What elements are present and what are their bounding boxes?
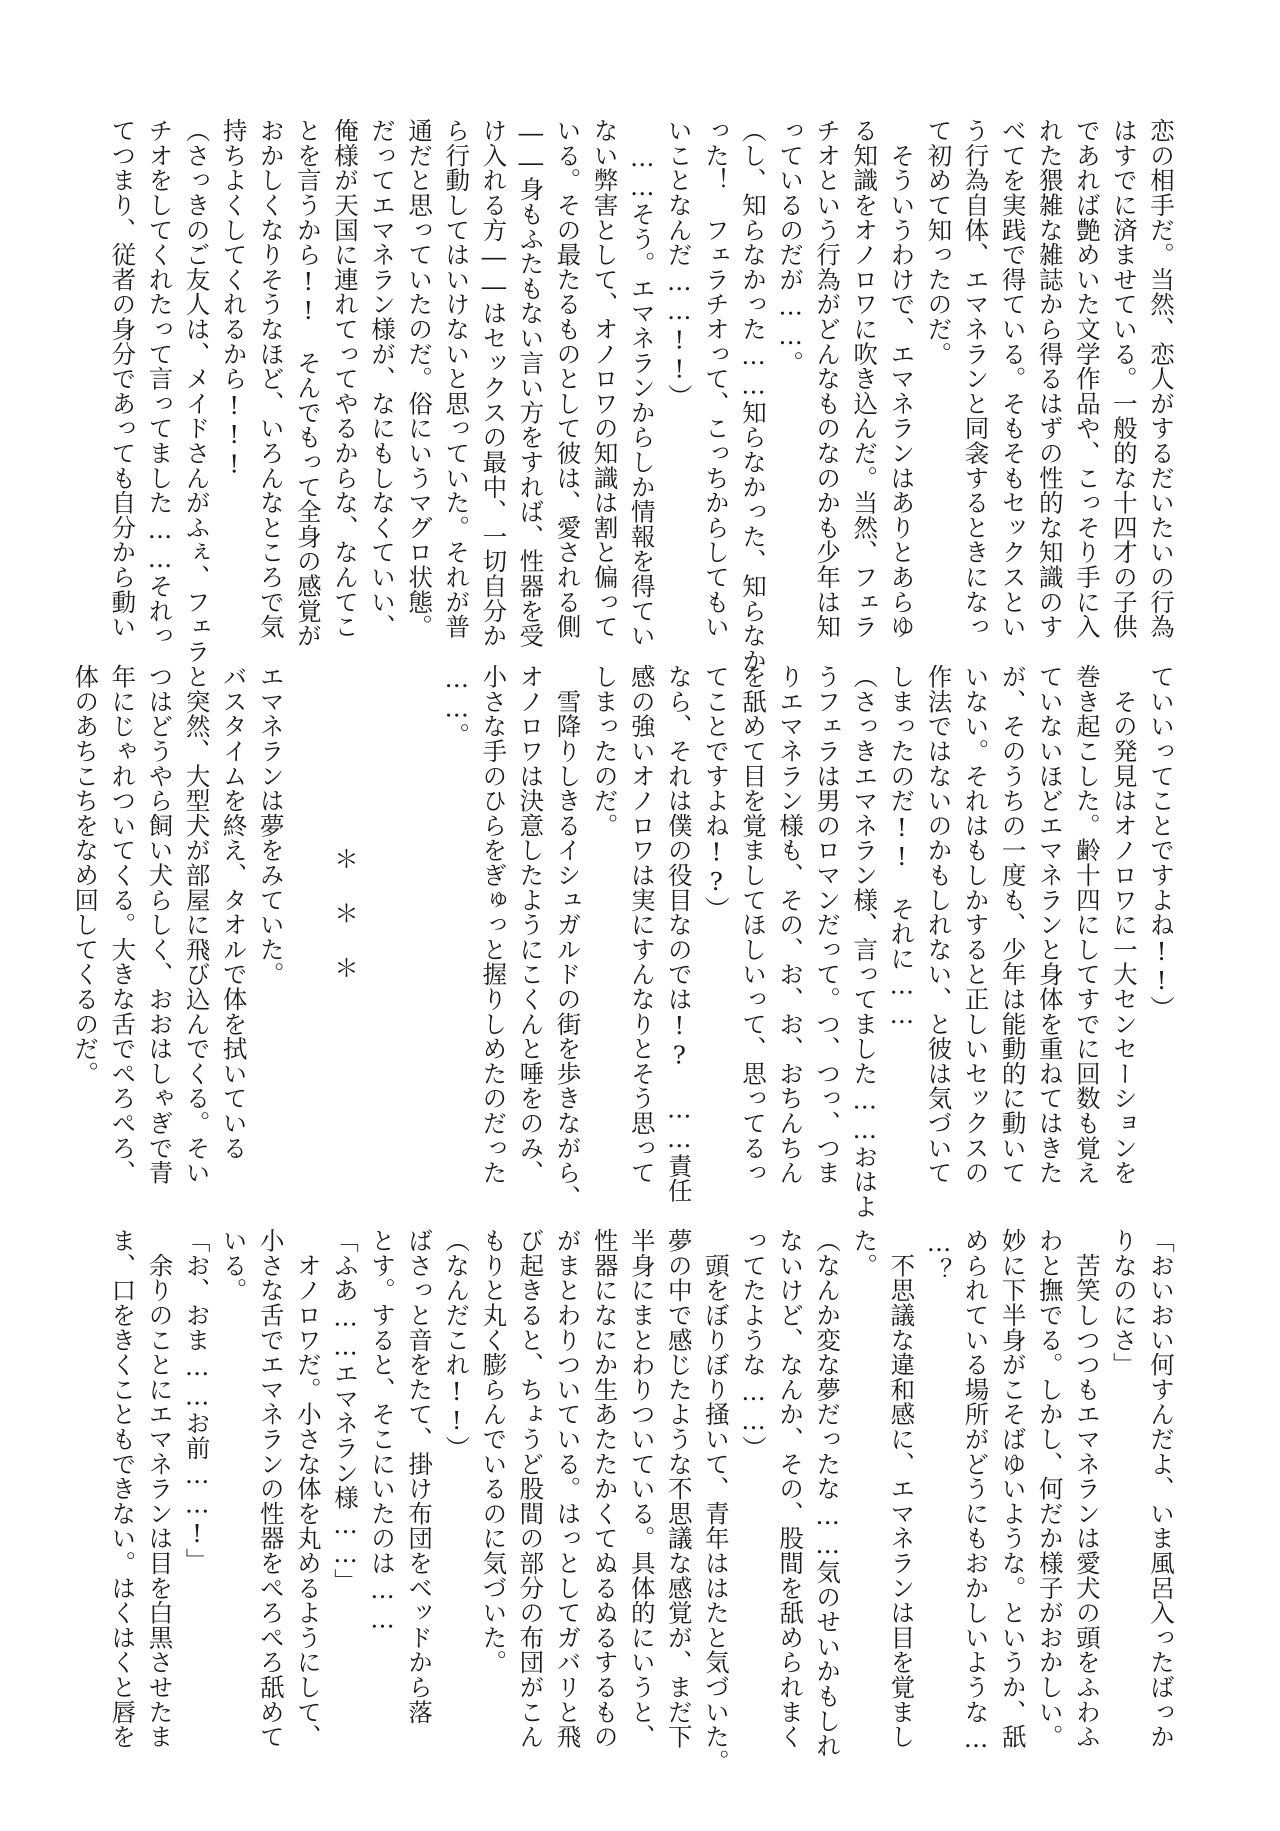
text-line: しまったのだ!! それに…… — [887, 664, 917, 1030]
text-line: …？ — [924, 1228, 954, 1283]
text-line: 作法ではないのかもしれない、と彼は気づいて — [924, 664, 954, 1185]
text-line: 「お、おま……お前……!」 — [182, 1228, 212, 1573]
text-line: 性器になにか生あたたかくてぬるぬるするもの — [590, 1228, 620, 1749]
text-line: べてを実践で得ている。そもそもセックスとい — [998, 118, 1028, 639]
text-line: はすでに済ませている。一般的な十四才の子供 — [1109, 118, 1139, 639]
text-line: うフェラは男のロマンだって。つ、つっ、つま — [813, 664, 843, 1185]
text-line: て初めて知ったのだ。 — [924, 118, 954, 366]
text-line: められている場所がどうにもおかしいような… — [961, 1228, 991, 1754]
text-line — [290, 664, 327, 1192]
text-line: わと撫でる。しかし、何だか様子がおかしい。 — [1035, 1228, 1065, 1749]
text-line: 持ちよくしてくれるから!!! — [219, 118, 249, 479]
text-tier-bottom — [92, 1228, 1180, 1774]
text-line: 巻き起こした。齢十四にしてすでに回数も覚え — [1072, 664, 1102, 1185]
text-line: 小さな手のひらをぎゅっと握りしめたのだった — [479, 664, 509, 1185]
text-line: た。 — [850, 1228, 880, 1278]
text-line: 感の強いオノロワは実にすんなりとそう思って — [627, 664, 657, 1185]
text-line: った！ フェラチオって、こっちからしてもい — [701, 118, 731, 639]
text-line: ないけど、なんか、その、股間を舐められまく — [776, 1228, 806, 1749]
text-line: ……。 — [442, 664, 472, 748]
text-line: と突然、大型犬が部屋に飛び込んでくる。そい — [182, 664, 212, 1185]
text-line: ま、口をきくこともできない。はくはくと唇を — [108, 1228, 138, 1749]
text-line: がまとわりついている。はっとしてガバリと飛 — [553, 1228, 583, 1749]
text-line: 頭をぼりぼり掻いて、青年ははたと気づいた。 — [701, 1228, 731, 1774]
text-line: ってたような……） — [738, 1228, 768, 1461]
text-line: であれば艶めいた文学作品や、こっそり手に入 — [1072, 118, 1102, 639]
text-line: （なんだこれ!!） — [442, 1228, 472, 1461]
text-line: ばさっと音をたて、掛け布団をベッドから落 — [405, 1228, 435, 1724]
text-line: いる。その最たるものとして彼は、愛される側 — [553, 118, 583, 639]
text-line: れた猥雑な雑誌から得るはずの性的な知識のす — [1035, 118, 1065, 639]
text-line: ら行動してはいけないと思っていた。それが普 — [442, 118, 472, 639]
text-line: ていないほどエマネランと身体を重ねてはきた — [1035, 664, 1065, 1185]
text-line: チオという行為がどんなものなのかも少年は知 — [813, 118, 843, 639]
text-line — [364, 664, 401, 1192]
text-line: てことですよね!?） — [701, 664, 731, 921]
text-line: 通だと思っていたのだ。俗にいうマグロ状態。 — [405, 118, 435, 639]
text-line: だってエマネラン様が、なにもしなくていい、 — [368, 118, 398, 639]
text-line: とを言うから!! そんでもって全身の感覚が — [293, 118, 323, 648]
text-line: とす。すると、そこにいたのは…… — [368, 1228, 398, 1634]
text-line: バスタイムを終え、タオルで体を拭いている — [219, 664, 249, 1160]
text-line: そういうわけで、エマネランはありとあらゆ — [887, 118, 917, 639]
text-line: りなのにさ」 — [1109, 1228, 1139, 1377]
text-line: なら、それは僕の役目なのでは!? ……責任 — [664, 664, 694, 1203]
text-line: いる。 — [219, 1228, 249, 1303]
text-line: 恋の相手だ。当然、恋人がするだいたいの行為 — [1147, 118, 1176, 639]
text-line: う行為自体、エマネランと同衾するときになっ — [961, 118, 991, 639]
text-line: 体のあちこちをなめ回してくるのだ。 — [71, 664, 101, 1086]
text-line: 苦笑しつつもエマネランは愛犬の頭をふわふ — [1072, 1228, 1102, 1749]
text-line: 小さな舌でエマネランの性器をぺろぺろ舐めて — [256, 1228, 286, 1749]
text-line: 夢の中で感じたような不思議な感覚が、まだ下 — [664, 1228, 694, 1749]
text-line: 半身にまとわりついている。具体的にいうと、 — [627, 1228, 657, 1749]
text-line: 不思議な違和感に、エマネランは目を覚まし — [887, 1228, 917, 1749]
text-line: いことなんだ……!!） — [664, 118, 694, 409]
text-line: いない。それはもしかすると正しいセックスの — [961, 664, 991, 1185]
text-line: け入れる方――はセックスの最中、一切自分か — [479, 118, 509, 648]
text-line: エマネランは夢をみていた。 — [256, 664, 286, 987]
text-line: 年にじゃれついてくる。大きな舌でぺろぺろ、 — [108, 664, 138, 1185]
text-line: （さっきエマネラン様、言ってました……おはよ — [850, 664, 880, 1219]
text-line: てつまり、従者の身分であっても自分から動い — [108, 118, 138, 639]
text-line: る知識をオノロワに吹き込んだ。当然、フェラ — [850, 118, 880, 639]
text-line: 俺様が天国に連れてってやるからな、なんてこ — [330, 118, 360, 639]
text-line: その発見はオノロワに一大センセーションを — [1109, 664, 1139, 1185]
text-line: （なんか変な夢だったな……気のせいかもしれ — [813, 1228, 843, 1758]
text-tier-top — [92, 118, 1180, 673]
section-break: ＊＊＊ — [330, 846, 360, 1010]
text-line: 妙に下半身がこそばゆいような。というか、舐 — [998, 1228, 1028, 1749]
text-line: ――身もふたもない言い方をすれば、性器を受 — [516, 118, 546, 648]
text-line: 「ふあ……エマネラン様……」 — [330, 1228, 360, 1594]
text-line: っているのだが……。 — [776, 118, 806, 375]
text-line: しまったのだ。 — [590, 664, 620, 838]
text-line: を舐めて目を覚ましてほしいって、思ってるっ — [738, 664, 768, 1185]
text-line: （し、知らなかった……知らなかった、知らなか — [738, 118, 768, 673]
text-line: もりと丸く膨らんでいるのに気づいた。 — [479, 1228, 509, 1675]
text-line: チオをしてくれたって言ってました……それっ — [145, 118, 175, 648]
text-line: が、そのうちの一度も、少年は能動的に動いて — [998, 664, 1028, 1185]
text-line: オノロワは決意したようにこくんと唾をのみ、 — [516, 664, 546, 1185]
text-line: ない弊害として、オノロワの知識は割と偏って — [590, 118, 620, 639]
text-line: 余りのことにエマネランは目を白黒させたま — [145, 1228, 175, 1749]
text-line: （さっきのご友人は、メイドさんがふぇ、フェラ — [182, 118, 212, 664]
text-line: ていいってことですよね!!） — [1147, 664, 1176, 1021]
text-line: 「おいおい何すんだよ、いま風呂入ったばっか — [1147, 1228, 1176, 1749]
text-line: おかしくなりそうなほど、いろんなところで気 — [256, 118, 286, 639]
text-line: オノロワだ。小さな体を丸めるようにして、 — [293, 1228, 323, 1749]
text-line: ……そう。エマネランからしか情報を得てい — [627, 118, 657, 648]
text-tier-middle — [71, 664, 1180, 1219]
text-line: 雪降りしきるイシュガルドの街を歩きながら、 — [553, 664, 583, 1210]
text-line: りエマネラン様も、その、お、お、おちんちん — [776, 664, 806, 1185]
text-line: つはどうやら飼い犬らしく、おおはしゃぎで青 — [145, 664, 175, 1185]
text-line — [401, 664, 438, 1192]
text-line: び起きると、ちょうど股間の部分の布団がこん — [516, 1228, 546, 1749]
